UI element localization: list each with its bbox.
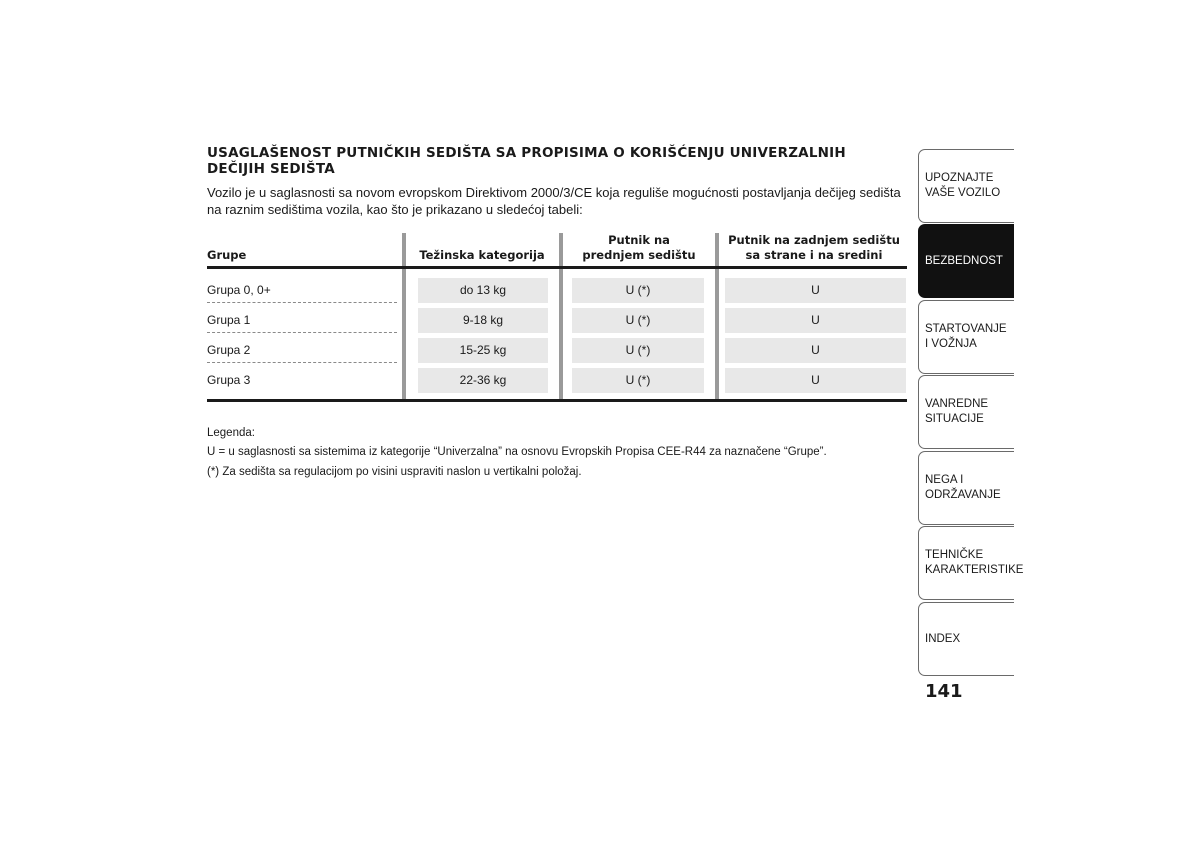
table-cell-weight: 22-36 kg xyxy=(418,368,548,393)
tab-label: NEGA I ODRŽAVANJE xyxy=(925,474,1001,501)
tab-upoznajte-vase-vozilo[interactable] xyxy=(918,149,1014,223)
table-cell-front: U (*) xyxy=(572,278,704,303)
legend-line-u: U = u saglasnosti sa sistemima iz kategorije “Univerzalna” na osnovu Evropskih Propisa CEE-R44 za naznačene “Grupe”. xyxy=(207,446,827,458)
table-cell-front: U (*) xyxy=(572,338,704,363)
tab-label: UPOZNAJTE VAŠE VOZILO xyxy=(925,172,1001,199)
header-rule xyxy=(207,266,907,269)
table-cell-front: U (*) xyxy=(572,368,704,393)
column-divider xyxy=(559,233,563,401)
table-row-group: Grupa 0, 0+ xyxy=(207,278,397,303)
header-weight: Težinska kategorija xyxy=(419,248,545,262)
intro-paragraph: Vozilo je u saglasnosti sa novom evropskom Direktivom 2000/3/CE koja reguliše mogućnosti postavljanja dečijeg sedišta na raznim sedištima vozila, kao što je prikazano u sledećoj tabeli: xyxy=(207,185,901,217)
table-row-group: Grupa 3 xyxy=(207,373,251,387)
tab-label: VANREDNE SITUACIJE xyxy=(925,398,989,425)
tab-label: INDEX xyxy=(925,632,961,645)
table-cell-rear: U xyxy=(725,368,906,393)
table-cell-rear: U xyxy=(725,338,906,363)
legend-line-asterisk: (*) Za sedišta sa regulacijom po visini uspraviti naslon u vertikalni položaj. xyxy=(207,466,582,478)
header-front-seat: Putnik na prednjem sedištu xyxy=(582,233,696,262)
tab-startovanje-i-voznja[interactable] xyxy=(918,300,1014,374)
tab-tehnicke-karakteristike[interactable] xyxy=(918,526,1024,600)
page-number: 141 xyxy=(925,681,963,702)
header-rear-seat: Putnik na zadnjem sedištu sa strane i na sredini xyxy=(728,233,900,262)
table-bottom-rule xyxy=(207,399,907,402)
column-divider xyxy=(402,233,406,401)
tab-vanredne-situacije[interactable] xyxy=(918,375,1014,449)
tab-label: STARTOVANJE I VOŽNJA xyxy=(925,323,1007,350)
table-cell-rear: U xyxy=(725,308,906,333)
tab-index[interactable] xyxy=(918,602,1014,676)
child-seat-table xyxy=(207,230,907,404)
tab-bezbednost[interactable] xyxy=(918,224,1014,298)
section-heading: USAGLAŠENOST PUTNIČKIH SEDIŠTA SA PROPISIMA O KORIŠĆENJU UNIVERZALNIH DEČIJIH SEDIŠTA xyxy=(207,145,846,177)
table-cell-weight: do 13 kg xyxy=(418,278,548,303)
tab-nega-i-odrzavanje[interactable] xyxy=(918,451,1014,525)
table-cell-rear: U xyxy=(725,278,906,303)
legend-title: Legenda: xyxy=(207,427,255,439)
header-groups: Grupe xyxy=(207,248,247,262)
tab-label: BEZBEDNOST xyxy=(925,254,1003,267)
tab-label: TEHNIČKE KARAKTERISTIKE xyxy=(925,549,1024,576)
table-row-group: Grupa 2 xyxy=(207,338,397,363)
table-cell-weight: 9-18 kg xyxy=(418,308,548,333)
table-cell-front: U (*) xyxy=(572,308,704,333)
table-row-group: Grupa 1 xyxy=(207,308,397,333)
table-cell-weight: 15-25 kg xyxy=(418,338,548,363)
